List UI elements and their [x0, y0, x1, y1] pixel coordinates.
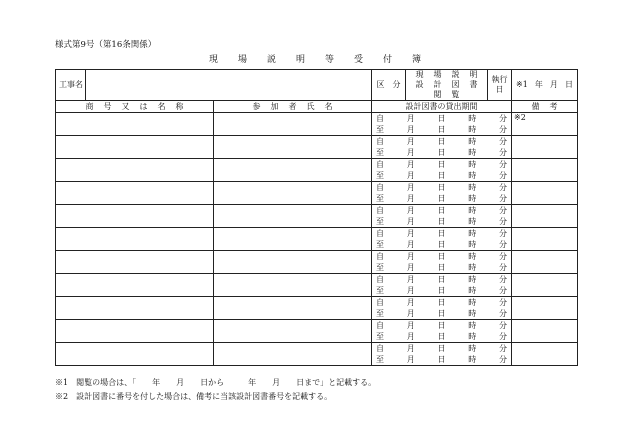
reception-register-table: [55, 69, 578, 366]
datetime-unit-label: 月: [406, 297, 415, 307]
datetime-unit-label: 分: [499, 320, 507, 330]
datetime-unit-label: 時: [468, 262, 477, 272]
category-label-char: 分: [392, 80, 401, 89]
datetime-unit-label: 時: [468, 320, 477, 330]
datetime-unit-label: 至: [376, 216, 384, 226]
lending-to-cell[interactable]: [372, 262, 512, 274]
column-header-char: 名: [157, 101, 166, 111]
datetime-unit-label: 至: [376, 239, 384, 249]
datetime-unit-label: 分: [499, 343, 507, 353]
table-row: [56, 297, 578, 309]
column-header-char: は: [139, 101, 148, 111]
datetime-unit-label: 分: [499, 147, 507, 157]
datetime-unit-label: 日: [437, 136, 446, 146]
table-row: [56, 343, 578, 355]
datetime-unit-label: 月: [406, 343, 415, 353]
category-options: [406, 70, 488, 101]
column-header-char: 氏: [306, 101, 315, 111]
attendee-name-cell[interactable]: [214, 251, 372, 274]
datetime-unit-label: 分: [499, 228, 507, 238]
datetime-unit-label: 自: [376, 182, 384, 192]
datetime-unit-label: 月: [406, 216, 415, 226]
datetime-unit-label: 日: [437, 239, 446, 249]
category-option-design-document-viewing: [406, 80, 487, 100]
datetime-unit-label: 月: [406, 354, 415, 364]
attendee-name-cell[interactable]: [214, 159, 372, 182]
lending-from-cell[interactable]: [372, 251, 512, 263]
attendee-name-cell[interactable]: [214, 228, 372, 251]
datetime-unit-label: 日: [437, 124, 446, 134]
lending-from-cell[interactable]: [372, 136, 512, 148]
table-row: [56, 205, 578, 217]
datetime-unit-label: 分: [499, 239, 507, 249]
datetime-unit-label: 分: [499, 136, 507, 146]
datetime-unit-label: 分: [499, 297, 507, 307]
lending-to-cell[interactable]: [372, 308, 512, 320]
datetime-unit-label: 自: [376, 251, 384, 261]
remarks-cell[interactable]: [512, 205, 578, 228]
datetime-unit-label: 日: [437, 113, 446, 123]
datetime-unit-label: 自: [376, 297, 384, 307]
datetime-unit-label: 時: [468, 297, 477, 307]
datetime-unit-label: 至: [376, 124, 384, 134]
datetime-unit-label: 時: [468, 147, 477, 157]
lending-to-cell[interactable]: [372, 170, 512, 182]
datetime-unit-label: 至: [376, 308, 384, 318]
title-char: 明: [295, 55, 305, 65]
execution-date-part: 日: [564, 80, 573, 89]
datetime-unit-label: 至: [376, 354, 384, 364]
datetime-unit-label: 自: [376, 136, 384, 146]
datetime-unit-label: 時: [468, 216, 477, 226]
datetime-unit-label: 月: [406, 228, 415, 238]
remarks-cell[interactable]: [512, 343, 578, 366]
datetime-unit-label: 月: [406, 147, 415, 157]
datetime-unit-label: 日: [437, 308, 446, 318]
remarks-cell[interactable]: [512, 182, 578, 205]
datetime-unit-label: 時: [468, 343, 477, 353]
company-name-cell[interactable]: [56, 159, 214, 182]
remarks-cell[interactable]: [512, 251, 578, 274]
category-option-char: 明: [469, 70, 478, 79]
attendee-name-cell[interactable]: [214, 182, 372, 205]
lending-from-cell[interactable]: [372, 159, 512, 171]
attendee-name-cell[interactable]: [214, 343, 372, 366]
attendee-name-cell[interactable]: [214, 297, 372, 320]
datetime-unit-label: 分: [499, 331, 507, 341]
company-name-cell[interactable]: [56, 274, 214, 297]
datetime-unit-label: 月: [406, 262, 415, 272]
datetime-unit-label: 時: [468, 251, 477, 261]
execution-date-field[interactable]: [512, 70, 578, 101]
datetime-unit-label: 時: [468, 159, 477, 169]
datetime-unit-label: 時: [468, 170, 477, 180]
remarks-cell[interactable]: [512, 320, 578, 343]
column-header-char: 商: [85, 101, 94, 111]
column-header-char: 号: [103, 101, 112, 111]
datetime-unit-label: 月: [406, 124, 415, 134]
datetime-unit-label: 時: [468, 331, 477, 341]
title-char: 現: [208, 55, 218, 65]
title-char: 受: [354, 55, 364, 65]
datetime-unit-label: 月: [406, 251, 415, 261]
datetime-unit-label: 月: [406, 159, 415, 169]
datetime-unit-label: 至: [376, 193, 384, 203]
datetime-unit-label: 日: [437, 331, 446, 341]
lending-from-cell[interactable]: [372, 343, 512, 355]
datetime-unit-label: 時: [468, 113, 477, 123]
lending-from-cell[interactable]: [372, 274, 512, 286]
datetime-unit-label: 日: [437, 262, 446, 272]
category-option-char: 場: [433, 70, 442, 79]
company-name-cell[interactable]: [56, 320, 214, 343]
execution-date-part: 年: [534, 80, 543, 89]
lending-from-cell[interactable]: [372, 205, 512, 217]
datetime-unit-label: 時: [468, 136, 477, 146]
lending-to-cell[interactable]: [372, 285, 512, 297]
remarks-cell[interactable]: [512, 228, 578, 251]
datetime-unit-label: 月: [406, 285, 415, 295]
datetime-unit-label: 分: [499, 170, 507, 180]
datetime-unit-label: 月: [406, 113, 415, 123]
datetime-unit-label: 日: [437, 205, 446, 215]
datetime-unit-label: 日: [437, 170, 446, 180]
datetime-unit-label: 月: [406, 331, 415, 341]
page-title: [0, 52, 630, 65]
attendee-name-cell[interactable]: [214, 205, 372, 228]
remarks-cell[interactable]: [512, 297, 578, 320]
datetime-unit-label: 時: [468, 228, 477, 238]
datetime-unit-label: 月: [406, 193, 415, 203]
datetime-unit-label: 時: [468, 354, 477, 364]
datetime-unit-label: 月: [406, 182, 415, 192]
lending-to-cell[interactable]: [372, 354, 512, 366]
title-char: 説: [266, 55, 276, 65]
lending-to-cell[interactable]: [372, 147, 512, 159]
datetime-unit-label: 至: [376, 262, 384, 272]
category-label-char: 区: [376, 80, 385, 89]
datetime-unit-label: 分: [499, 124, 507, 134]
attendee-name-cell[interactable]: [214, 136, 372, 159]
datetime-unit-label: 自: [376, 159, 384, 169]
lending-from-cell[interactable]: [372, 182, 512, 194]
footnote-2: ※2 設計図書に番号を付した場合は、備考に当該設計図書番号を記載する。: [55, 392, 333, 401]
attendee-name-cell[interactable]: [214, 320, 372, 343]
datetime-unit-label: 自: [376, 343, 384, 353]
company-name-cell[interactable]: [56, 251, 214, 274]
datetime-unit-label: 分: [499, 354, 507, 364]
column-header-char: 考: [549, 101, 558, 111]
remarks-cell[interactable]: ※2: [512, 113, 578, 136]
datetime-unit-label: 分: [499, 113, 507, 123]
execution-date-part: 月: [549, 80, 558, 89]
column-header-company-name: [56, 101, 214, 113]
company-name-cell[interactable]: [56, 228, 214, 251]
datetime-unit-label: 自: [376, 320, 384, 330]
lending-from-cell[interactable]: [372, 228, 512, 240]
datetime-unit-label: 日: [437, 285, 446, 295]
lending-from-cell[interactable]: [372, 113, 512, 125]
lending-to-cell[interactable]: [372, 331, 512, 343]
datetime-unit-label: 分: [499, 159, 507, 169]
category-option-site-explanation: [406, 70, 487, 80]
column-header-lending-period: 設計図書の貸出期間: [372, 101, 512, 113]
datetime-unit-label: 月: [406, 205, 415, 215]
datetime-unit-label: 日: [437, 251, 446, 261]
column-header-char: 加: [270, 101, 279, 111]
datetime-unit-label: 日: [437, 193, 446, 203]
footnote-1: ※1 閲覧の場合は、「 年 月 日から 年 月 日まで」と記載する。: [55, 378, 377, 387]
category-label: [372, 70, 406, 101]
column-header-char: 又: [121, 101, 130, 111]
table-row: [56, 159, 578, 171]
execution-date-part: ※1: [516, 80, 528, 89]
datetime-unit-label: 月: [406, 320, 415, 330]
execution-date-label: 執行日: [488, 70, 512, 101]
datetime-unit-label: 分: [499, 193, 507, 203]
project-name-field[interactable]: [86, 70, 372, 101]
datetime-unit-label: 時: [468, 193, 477, 203]
column-header-char: 名: [324, 101, 333, 111]
datetime-unit-label: 時: [468, 274, 477, 284]
table-row: [56, 228, 578, 240]
company-name-cell[interactable]: [56, 343, 214, 366]
datetime-unit-label: 時: [468, 285, 477, 295]
datetime-unit-label: 至: [376, 331, 384, 341]
datetime-unit-label: 自: [376, 113, 384, 123]
datetime-unit-label: 日: [437, 159, 446, 169]
lending-from-cell[interactable]: [372, 320, 512, 332]
category-option-char: 設: [415, 80, 424, 89]
company-name-cell[interactable]: [56, 297, 214, 320]
datetime-unit-label: 分: [499, 205, 507, 215]
column-header-char: 者: [288, 101, 297, 111]
category-option-char: 覧: [451, 90, 460, 99]
lending-to-cell[interactable]: [372, 193, 512, 205]
category-option-char: 現: [415, 70, 424, 79]
category-option-char: 書: [469, 80, 478, 89]
datetime-unit-label: 時: [468, 239, 477, 249]
title-char: 場: [237, 55, 247, 65]
datetime-unit-label: 日: [437, 228, 446, 238]
company-name-cell[interactable]: [56, 136, 214, 159]
datetime-unit-label: 時: [468, 205, 477, 215]
datetime-unit-label: 分: [499, 216, 507, 226]
remarks-cell[interactable]: [512, 274, 578, 297]
remarks-cell[interactable]: [512, 136, 578, 159]
category-option-char: 閲: [433, 90, 442, 99]
company-name-cell[interactable]: [56, 113, 214, 136]
lending-to-cell[interactable]: [372, 216, 512, 228]
attendee-name-cell[interactable]: [214, 274, 372, 297]
table-row: [56, 182, 578, 194]
datetime-unit-label: 分: [499, 274, 507, 284]
table-row: [56, 136, 578, 148]
datetime-unit-label: 月: [406, 274, 415, 284]
company-name-cell[interactable]: [56, 182, 214, 205]
column-header-char: 参: [252, 101, 261, 111]
column-header-row: [56, 101, 578, 113]
header-row: [56, 70, 578, 101]
datetime-unit-label: 自: [376, 274, 384, 284]
datetime-unit-label: 時: [468, 182, 477, 192]
datetime-unit-label: 至: [376, 147, 384, 157]
datetime-unit-label: 月: [406, 136, 415, 146]
datetime-unit-label: 時: [468, 124, 477, 134]
datetime-unit-label: 分: [499, 308, 507, 318]
form-number: 様式第9号（第16条関係）: [55, 40, 157, 50]
datetime-unit-label: 日: [437, 216, 446, 226]
datetime-unit-label: 自: [376, 228, 384, 238]
table-row: [56, 251, 578, 263]
datetime-unit-label: 分: [499, 251, 507, 261]
table-row: [56, 320, 578, 332]
datetime-unit-label: 至: [376, 285, 384, 295]
project-name-label: 工事名: [56, 70, 86, 101]
datetime-unit-label: 日: [437, 343, 446, 353]
datetime-unit-label: 自: [376, 205, 384, 215]
datetime-unit-label: 日: [437, 354, 446, 364]
column-header-char: 称: [175, 101, 184, 111]
column-header-attendee-name: [214, 101, 372, 113]
datetime-unit-label: 至: [376, 170, 384, 180]
datetime-unit-label: 日: [437, 274, 446, 284]
datetime-unit-label: 日: [437, 182, 446, 192]
datetime-unit-label: 時: [468, 308, 477, 318]
datetime-unit-label: 日: [437, 147, 446, 157]
table-row: [56, 113, 578, 125]
category-option-char: 図: [451, 80, 460, 89]
lending-from-cell[interactable]: [372, 297, 512, 309]
remarks-cell[interactable]: [512, 159, 578, 182]
datetime-unit-label: 日: [437, 297, 446, 307]
datetime-unit-label: 分: [499, 285, 507, 295]
category-option-char: 説: [451, 70, 460, 79]
title-char: 等: [325, 55, 335, 65]
lending-to-cell[interactable]: [372, 239, 512, 251]
datetime-unit-label: 月: [406, 239, 415, 249]
category-option-char: 計: [433, 80, 442, 89]
title-char: 付: [383, 55, 393, 65]
column-header-char: 備: [531, 101, 540, 111]
datetime-unit-label: 月: [406, 170, 415, 180]
column-header-remarks: [512, 101, 578, 113]
datetime-unit-label: 日: [437, 320, 446, 330]
attendee-name-cell[interactable]: [214, 113, 372, 136]
lending-to-cell[interactable]: [372, 124, 512, 136]
table-row: [56, 274, 578, 286]
datetime-unit-label: 分: [499, 262, 507, 272]
title-char: 簿: [412, 55, 422, 65]
company-name-cell[interactable]: [56, 205, 214, 228]
datetime-unit-label: 月: [406, 308, 415, 318]
datetime-unit-label: 分: [499, 182, 507, 192]
